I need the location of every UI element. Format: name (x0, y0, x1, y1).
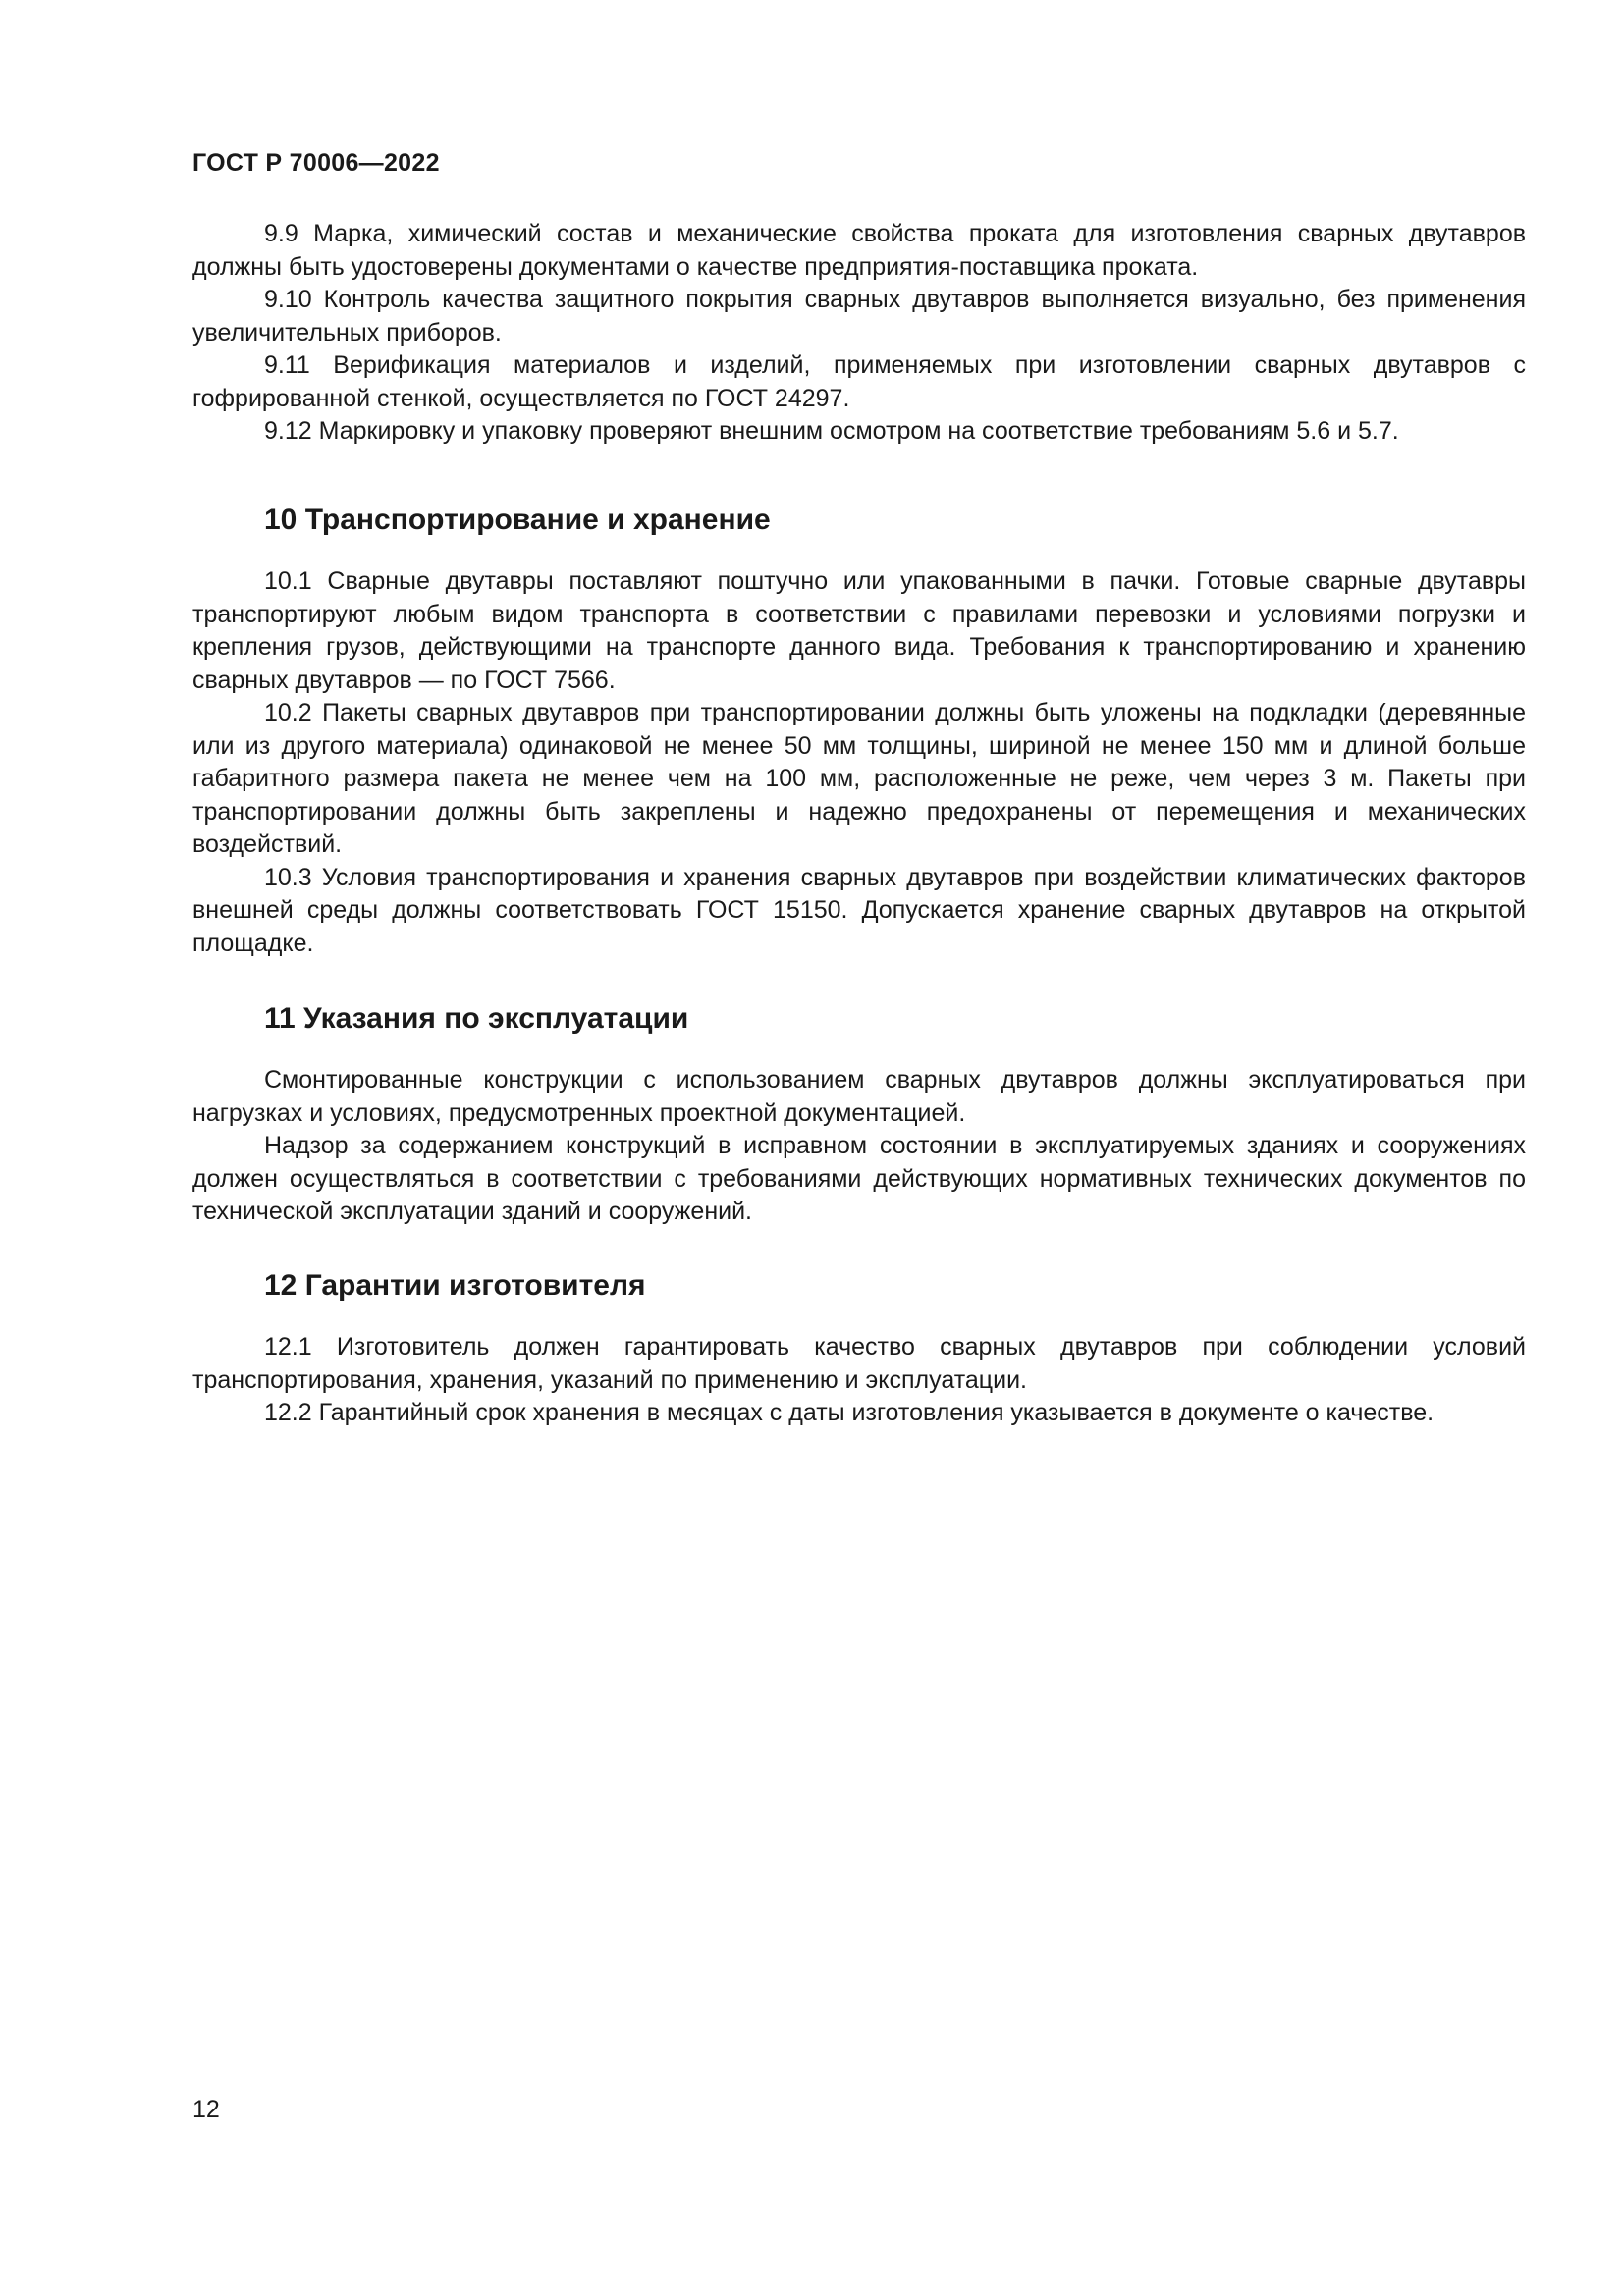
paragraph-9-9: 9.9 Марка, химический состав и механические свойства проката для изготовления сварных двутавров должны быть удостоверены документами о качестве предприятия-поставщика проката. (192, 220, 1526, 281)
section-12-title: 12 Гарантии изготовителя (264, 1269, 646, 1302)
section-10 (192, 501, 1526, 960)
paragraph-10-3: 10.3 Условия транспортирования и хранения сварных двутавров при воздействии климатических факторов внешней среды должны соответствовать ГОСТ 15150. Допускается хранение сварных двутавров на открытой площадке. (192, 863, 1526, 957)
paragraph-11-1: Смонтированные конструкции с использованием сварных двутавров должны эксплуатироваться при нагрузках и условиях, предусмотренных проектной документацией. (192, 1066, 1526, 1127)
document-code-header: ГОСТ Р 70006—2022 (192, 149, 440, 177)
paragraph-9-12: 9.12 Маркировку и упаковку проверяют внешним осмотром на соответствие требованиям 5.6 и 5.7. (264, 417, 1399, 445)
section-9-continuation (192, 218, 1526, 449)
paragraph-9-10: 9.10 Контроль качества защитного покрытия сварных двутавров выполняется визуально, без применения увеличительных приборов. (192, 286, 1526, 347)
paragraph-10-2: 10.2 Пакеты сварных двутавров при транспортировании должны быть уложены на подкладки (деревянные или из другого материала) одинаковой не менее 50 мм толщины, шириной не менее 150 мм и длиной больше габаритного размера пакета не менее чем на 100 мм, расположенные не реже, чем через 3 м. Пакеты при транспортировании должны быть закреплены и надежно предохранены от перемещения и механических воздействий. (192, 699, 1526, 858)
section-11 (192, 999, 1526, 1229)
paragraph-12-2: 12.2 Гарантийный срок хранения в месяцах с даты изготовления указывается в документе о качестве. (264, 1399, 1435, 1426)
section-12 (192, 1266, 1526, 1430)
paragraph-12-1: 12.1 Изготовитель должен гарантировать качество сварных двутавров при соблюдении условий транспортирования, хранения, указаний по применению и эксплуатации. (192, 1333, 1526, 1394)
paragraph-9-11: 9.11 Верификация материалов и изделий, применяемых при изготовлении сварных двутавров с гофрированной стенкой, осуществляется по ГОСТ 24297. (192, 351, 1526, 412)
page-number: 12 (192, 2096, 220, 2123)
paragraph-10-1: 10.1 Сварные двутавры поставляют поштучно или упакованными в пачки. Готовые сварные двутавры транспортируют любым видом транспорта в соответствии с правилами перевозки и условиями погрузки и крепления грузов, действующими на транспорте данного вида. Требования к транспортированию и хранению сварных двутавров — по ГОСТ 7566. (192, 567, 1526, 694)
paragraph-11-2: Надзор за содержанием конструкций в исправном состоянии в эксплуатируемых зданиях и сооружениях должен осуществляться в соответствии с требованиями действующих нормативных технических документов по технической эксплуатации зданий и сооружений. (192, 1132, 1526, 1225)
section-10-title: 10 Транспортирование и хранение (264, 504, 771, 536)
section-11-title: 11 Указания по эксплуатации (264, 1002, 689, 1035)
